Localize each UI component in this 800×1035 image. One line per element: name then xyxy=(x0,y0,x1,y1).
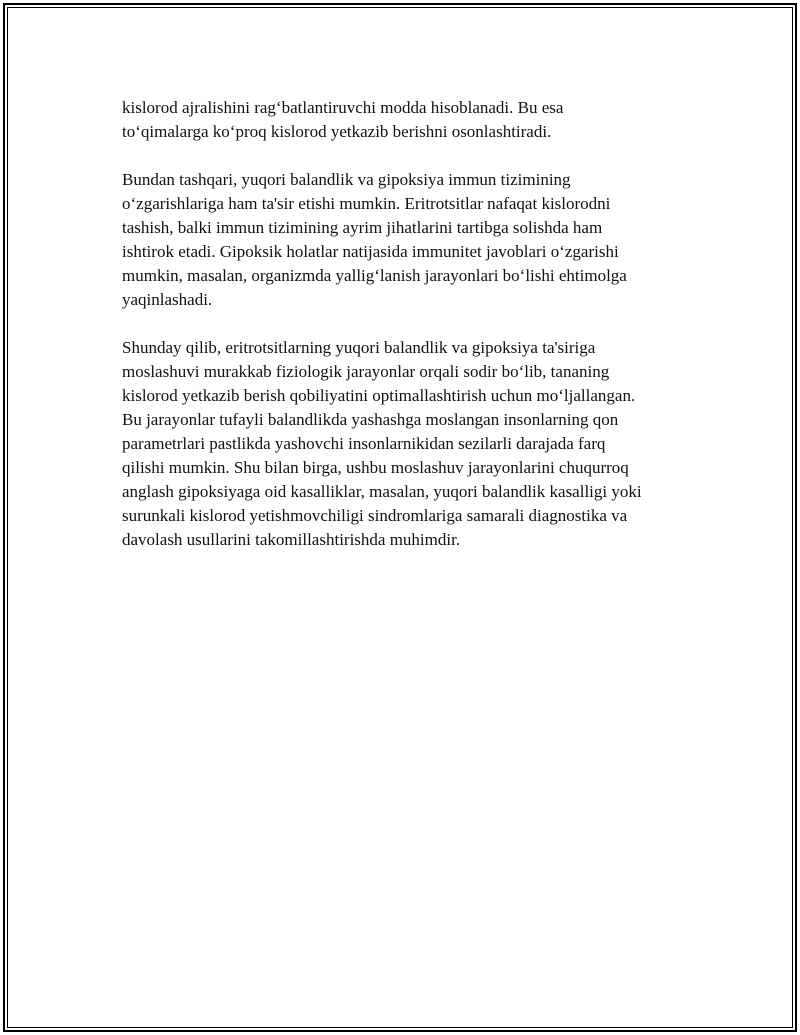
text-line: qilishi mumkin. Shu bilan birga, ushbu moslashuv jarayonlarini chuqurroq xyxy=(122,458,629,477)
text-line: to‘qimalarga ko‘proq kislorod yetkazib berishni osonlashtiradi. xyxy=(122,122,552,141)
text-line: davolash usullarini takomillashtirishda muhimdir. xyxy=(122,530,461,549)
text-line: Bu jarayonlar tufayli balandlikda yashashga moslangan insonlarning qon xyxy=(122,410,619,429)
text-line: tashish, balki immun tizimining ayrim jihatlarini tartibga solishda ham xyxy=(122,218,603,237)
document-body xyxy=(122,96,722,576)
text-line: yaqinlashadi. xyxy=(122,290,213,309)
page-border xyxy=(3,3,797,1032)
text-line: moslashuvi murakkab fiziologik jarayonlar orqali sodir bo‘lib, tananing xyxy=(122,362,610,381)
paragraph-3 xyxy=(122,336,722,552)
text-line: surunkali kislorod yetishmovchiligi sindromlariga samarali diagnostika va xyxy=(122,506,628,525)
text-line: ishtirok etadi. Gipoksik holatlar natijasida immunitet javoblari o‘zgarishi xyxy=(122,242,619,261)
text-line: kislorod yetkazib berish qobiliyatini optimallashtirish uchun mo‘ljallangan. xyxy=(122,386,636,405)
text-line: mumkin, masalan, organizmda yallig‘lanish jarayonlari bo‘lishi ehtimolga xyxy=(122,266,627,285)
paragraph-2 xyxy=(122,168,722,312)
text-line: anglash gipoksiyaga oid kasalliklar, masalan, yuqori balandlik kasalligi yoki xyxy=(122,482,642,501)
text-line: Shunday qilib, eritrotsitlarning yuqori balandlik va gipoksiya ta'siriga xyxy=(122,338,596,357)
paragraph-1 xyxy=(122,96,722,144)
text-line: parametrlari pastlikda yashovchi insonlarnikidan sezilarli darajada farq xyxy=(122,434,606,453)
text-line: Bundan tashqari, yuqori balandlik va gipoksiya immun tizimining xyxy=(122,170,571,189)
text-line: kislorod ajralishini rag‘batlantiruvchi modda hisoblanadi. Bu esa xyxy=(122,98,564,117)
text-line: o‘zgarishlariga ham ta'sir etishi mumkin. Eritrotsitlar nafaqat kislorodni xyxy=(122,194,611,213)
